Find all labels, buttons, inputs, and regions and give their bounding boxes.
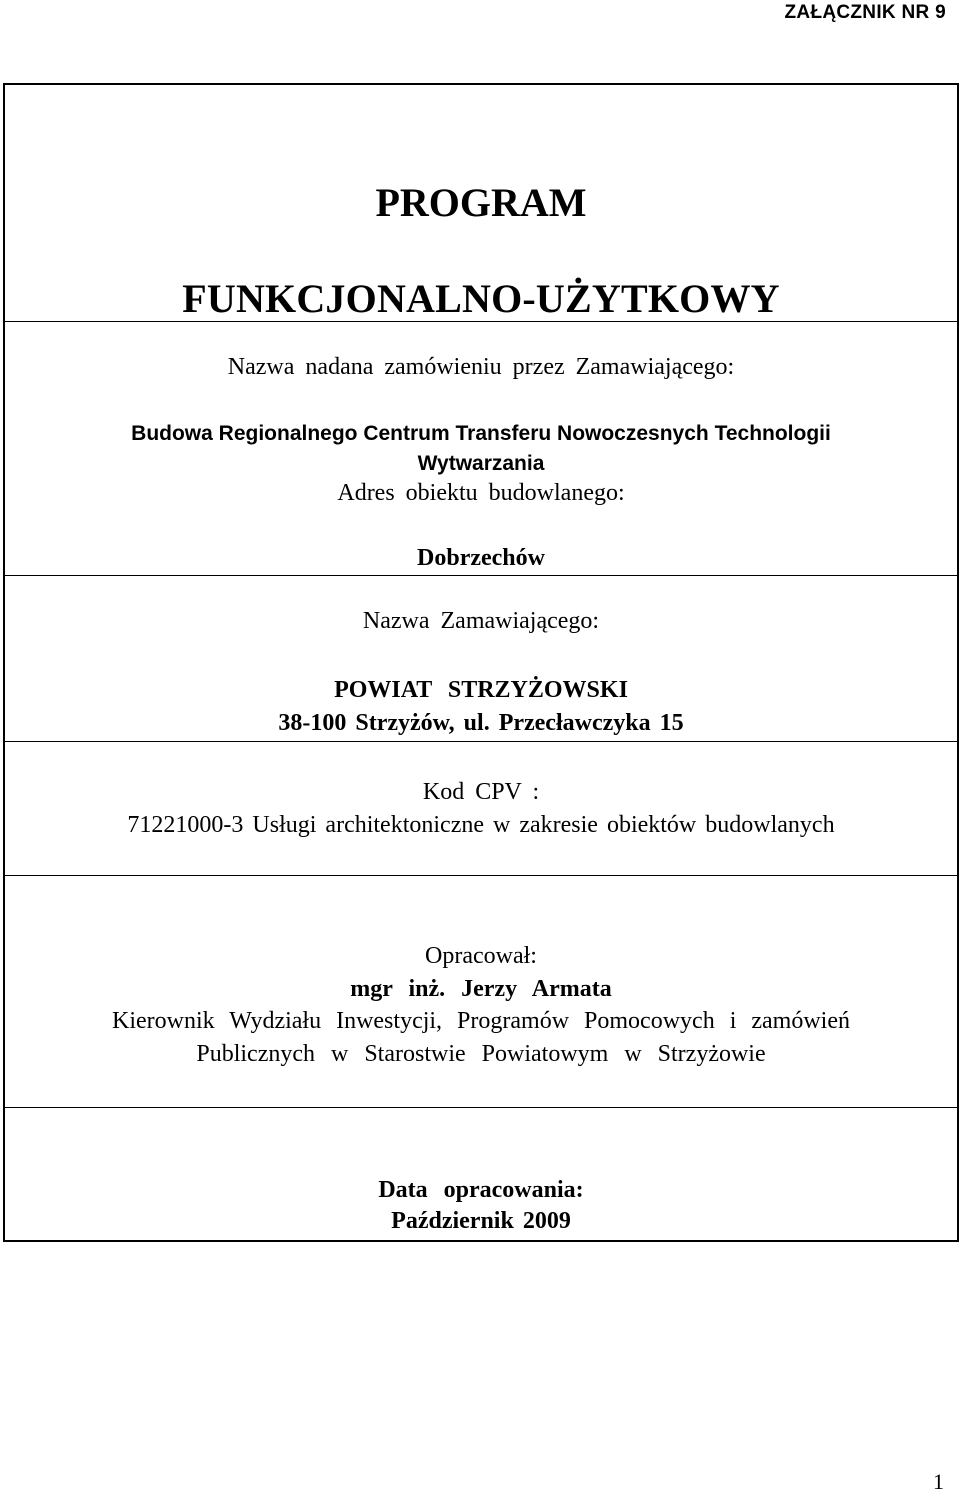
client-label: Nazwa Zamawiającego: (362, 608, 600, 634)
cpv-label: Kod CPV : (422, 779, 540, 805)
author-label: Opracował: (425, 943, 537, 969)
address-label: Adres obiektu budowlanego: (337, 480, 625, 506)
author-section (5, 875, 957, 1107)
title-section (5, 85, 957, 321)
order-name-line1: Budowa Regionalnego Centrum Transferu Nowoczesnych Technologii (131, 422, 831, 445)
annex-label: ZAŁĄCZNIK NR 9 (784, 2, 946, 23)
page-number: 1 (933, 1469, 944, 1494)
client-address: 38-100 Strzyżów, ul. Przecławczyka 15 (278, 710, 684, 736)
address-value: Dobrzechów (417, 545, 545, 571)
cpv-section (5, 741, 957, 875)
author-role-line1: Kierownik Wydziału Inwestycji, Programów Pomocowych i zamówień (112, 1008, 850, 1034)
date-label: Data opracowania: (378, 1177, 584, 1203)
title-page-frame (3, 83, 959, 1242)
order-name-line2: Wytwarzania (417, 452, 545, 475)
date-value: Październik 2009 (391, 1208, 571, 1234)
client-name: POWIAT STRZYŻOWSKI (334, 677, 628, 703)
date-section (5, 1107, 957, 1240)
document-title: PROGRAM (375, 180, 587, 225)
order-section (5, 321, 957, 575)
author-name: mgr inż. Jerzy Armata (350, 976, 612, 1002)
author-role-line2: Publicznych w Starostwie Powiatowym w Strzyżowie (196, 1041, 766, 1067)
document-subtitle: FUNKCJONALNO-UŻYTKOWY (182, 276, 780, 321)
cpv-value: 71221000-3 Usługi architektoniczne w zakresie obiektów budowlanych (127, 812, 835, 838)
client-section (5, 575, 957, 741)
order-name-label: Nazwa nadana zamówieniu przez Zamawiającego: (227, 354, 735, 380)
